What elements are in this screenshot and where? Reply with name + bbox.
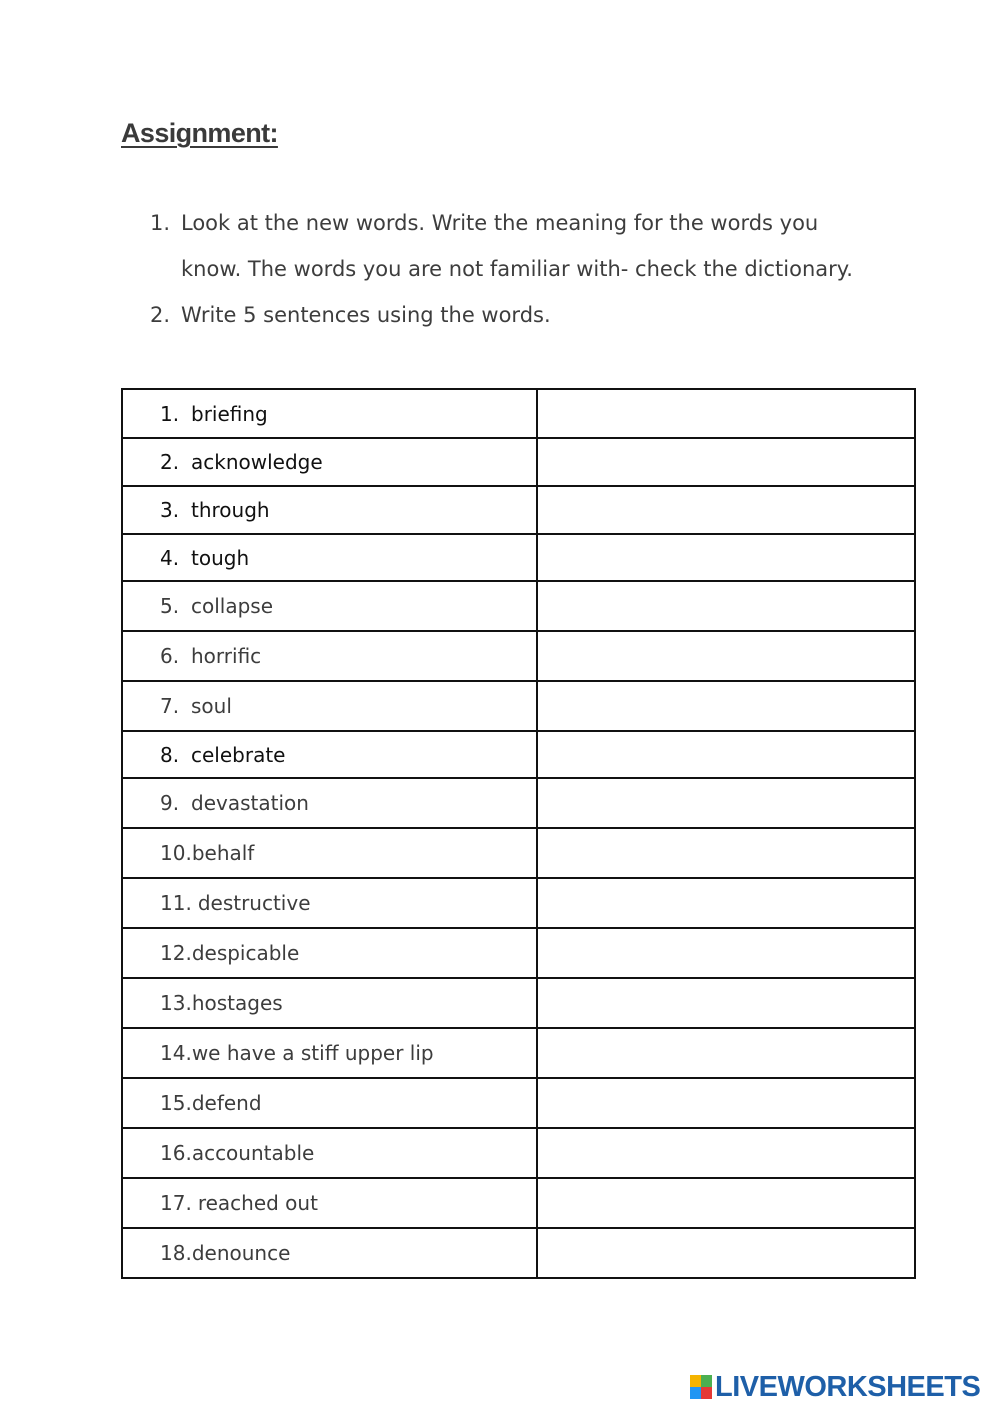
table-row <box>122 1078 915 1128</box>
table-row <box>122 778 915 828</box>
table-row <box>122 534 915 581</box>
table-row <box>122 878 915 928</box>
word-cell <box>122 631 537 681</box>
word-text: destructive <box>197 891 311 915</box>
meaning-answer-cell[interactable] <box>537 928 915 978</box>
instructions-list <box>150 200 870 338</box>
word-number: 6. <box>160 644 180 668</box>
word-text: devastation <box>191 791 309 815</box>
instruction-item <box>150 200 870 292</box>
table-row <box>122 978 915 1028</box>
table-row <box>122 731 915 778</box>
word-number: 5. <box>160 594 180 618</box>
logo-text: LIVEWORKSHEETS <box>715 1371 981 1403</box>
word-number: 14. <box>160 1041 192 1065</box>
word-number: 18. <box>160 1241 192 1265</box>
word-text: acknowledge <box>191 450 323 474</box>
word-text: reached out <box>197 1191 318 1215</box>
word-number: 7. <box>160 694 180 718</box>
meaning-answer-cell[interactable] <box>537 1178 915 1228</box>
word-text: horrific <box>191 644 262 668</box>
word-text: we have a stiff upper lip <box>191 1041 434 1065</box>
word-cell <box>122 878 537 928</box>
instruction-text: Look at the new words. Write the meaning for the words you know. The words you are not familiar with- check the dictionary. <box>181 211 853 281</box>
word-number: 8. <box>160 742 180 767</box>
word-cell <box>122 1028 537 1078</box>
word-text: despicable <box>191 941 300 965</box>
instruction-number: 2. <box>150 303 171 327</box>
word-text: tough <box>191 545 250 570</box>
instruction-item <box>150 292 870 338</box>
table-row <box>122 389 915 438</box>
word-text: behalf <box>191 841 255 865</box>
word-number: 17. <box>160 1191 192 1215</box>
word-cell <box>122 1128 537 1178</box>
table-row <box>122 438 915 486</box>
meaning-answer-cell[interactable] <box>537 1228 915 1278</box>
meaning-answer-cell[interactable] <box>537 828 915 878</box>
table-row <box>122 631 915 681</box>
word-text: denounce <box>191 1241 291 1265</box>
word-text: through <box>191 498 270 522</box>
meaning-answer-cell[interactable] <box>537 681 915 731</box>
table-row <box>122 1128 915 1178</box>
meaning-answer-cell[interactable] <box>537 534 915 581</box>
table-row <box>122 1028 915 1078</box>
word-cell <box>122 486 537 534</box>
meaning-answer-cell[interactable] <box>537 486 915 534</box>
table-row <box>122 1178 915 1228</box>
liveworksheets-logo <box>690 1372 980 1402</box>
meaning-answer-cell[interactable] <box>537 878 915 928</box>
word-number: 10. <box>160 841 192 865</box>
meaning-answer-cell[interactable] <box>537 631 915 681</box>
word-number: 2. <box>160 450 180 474</box>
meaning-answer-cell[interactable] <box>537 389 915 438</box>
word-number: 1. <box>160 401 180 426</box>
word-number: 9. <box>160 791 180 815</box>
word-number: 16. <box>160 1141 192 1165</box>
word-number: 11. <box>160 891 192 915</box>
word-cell <box>122 581 537 631</box>
meaning-answer-cell[interactable] <box>537 778 915 828</box>
table-row <box>122 928 915 978</box>
word-cell <box>122 1178 537 1228</box>
word-cell <box>122 438 537 486</box>
assignment-heading: Assignment: <box>121 118 278 148</box>
word-number: 4. <box>160 545 180 570</box>
vocabulary-table <box>121 388 916 1279</box>
word-number: 15. <box>160 1091 192 1115</box>
table-row <box>122 1228 915 1278</box>
table-row <box>122 828 915 878</box>
word-cell <box>122 681 537 731</box>
word-text: collapse <box>191 594 274 618</box>
word-text: hostages <box>191 991 283 1015</box>
word-cell <box>122 389 537 438</box>
word-cell <box>122 1228 537 1278</box>
word-text: briefing <box>191 401 268 426</box>
meaning-answer-cell[interactable] <box>537 731 915 778</box>
table-row <box>122 681 915 731</box>
meaning-answer-cell[interactable] <box>537 1128 915 1178</box>
instruction-text: Write 5 sentences using the words. <box>181 303 551 327</box>
meaning-answer-cell[interactable] <box>537 438 915 486</box>
word-cell <box>122 1078 537 1128</box>
instruction-number: 1. <box>150 211 171 235</box>
meaning-answer-cell[interactable] <box>537 1078 915 1128</box>
word-text: soul <box>191 694 232 718</box>
meaning-answer-cell[interactable] <box>537 978 915 1028</box>
liveworksheets-logo-icon <box>690 1375 712 1399</box>
word-text: accountable <box>191 1141 315 1165</box>
table-row <box>122 486 915 534</box>
word-cell <box>122 534 537 581</box>
table-row <box>122 581 915 631</box>
word-text: defend <box>191 1091 262 1115</box>
word-cell <box>122 778 537 828</box>
word-number: 12. <box>160 941 192 965</box>
word-text: celebrate <box>191 742 286 767</box>
word-number: 3. <box>160 498 180 522</box>
word-cell <box>122 978 537 1028</box>
meaning-answer-cell[interactable] <box>537 581 915 631</box>
meaning-answer-cell[interactable] <box>537 1028 915 1078</box>
word-cell <box>122 731 537 778</box>
word-number: 13. <box>160 991 192 1015</box>
word-cell <box>122 828 537 878</box>
word-cell <box>122 928 537 978</box>
